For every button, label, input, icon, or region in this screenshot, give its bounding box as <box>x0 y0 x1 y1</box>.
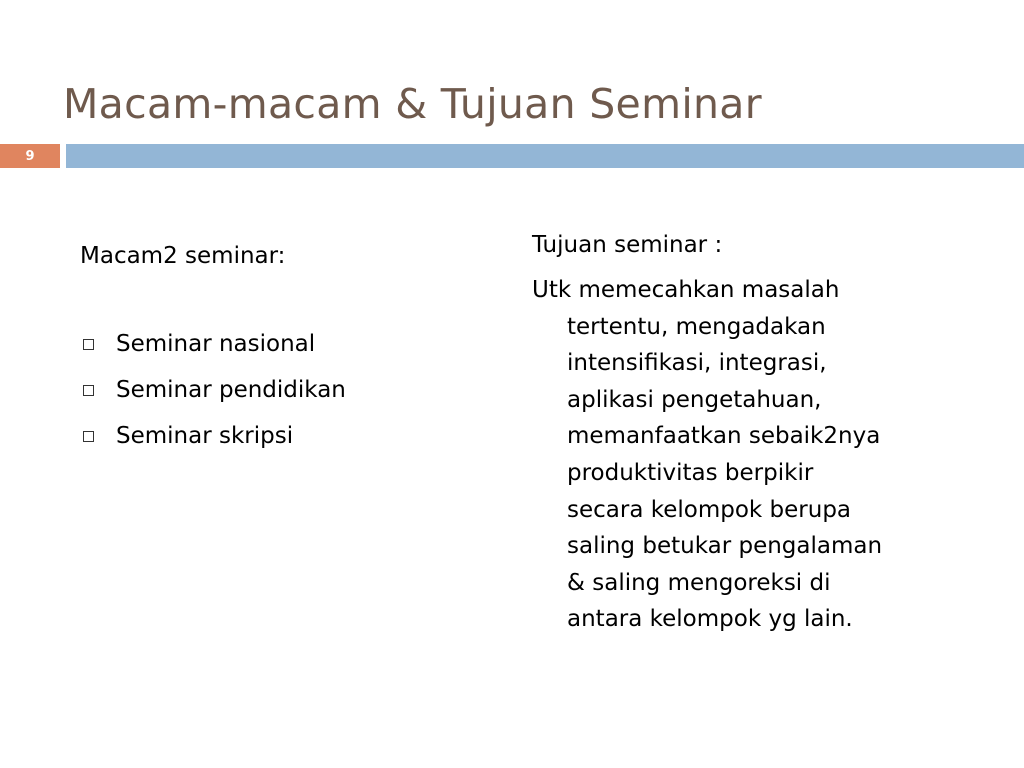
paragraph-line: intensifikasi, integrasi, <box>567 350 827 377</box>
paragraph-line: produktivitas berpikir <box>567 459 814 486</box>
title-accent-bar <box>66 144 1024 168</box>
slide-title: Macam-macam & Tujuan Seminar <box>63 80 762 128</box>
left-heading: Macam2 seminar: <box>80 243 286 269</box>
paragraph-line: secara kelompok berupa <box>567 496 852 523</box>
slide-number: 9 <box>25 148 35 164</box>
hollow-square-bullet-icon <box>83 385 94 396</box>
hollow-square-bullet-icon <box>83 339 94 350</box>
seminar-purpose-paragraph <box>532 272 972 638</box>
list-item-label: Seminar pendidikan <box>116 377 346 403</box>
paragraph-line: memanfaatkan sebaik2nya <box>567 423 881 450</box>
list-item <box>80 367 480 413</box>
list-item <box>80 321 480 367</box>
list-item-label: Seminar nasional <box>116 331 316 357</box>
hollow-square-bullet-icon <box>83 431 94 442</box>
list-item <box>80 413 480 459</box>
paragraph-line: tertentu, mengadakan <box>567 313 826 340</box>
seminar-types-list <box>80 321 480 459</box>
slide-number-badge <box>0 144 60 168</box>
paragraph-line: saling betukar pengalaman <box>567 533 883 560</box>
list-item-label: Seminar skripsi <box>116 423 294 449</box>
right-column <box>532 226 972 638</box>
paragraph-line: antara kelompok yg lain. <box>567 606 853 633</box>
paragraph-line: Utk memecahkan masalah <box>532 277 840 303</box>
left-column <box>80 233 480 459</box>
paragraph-line: & saling mengoreksi di <box>567 569 831 596</box>
right-heading: Tujuan seminar : <box>532 232 723 258</box>
paragraph-line: aplikasi pengetahuan, <box>567 386 822 413</box>
